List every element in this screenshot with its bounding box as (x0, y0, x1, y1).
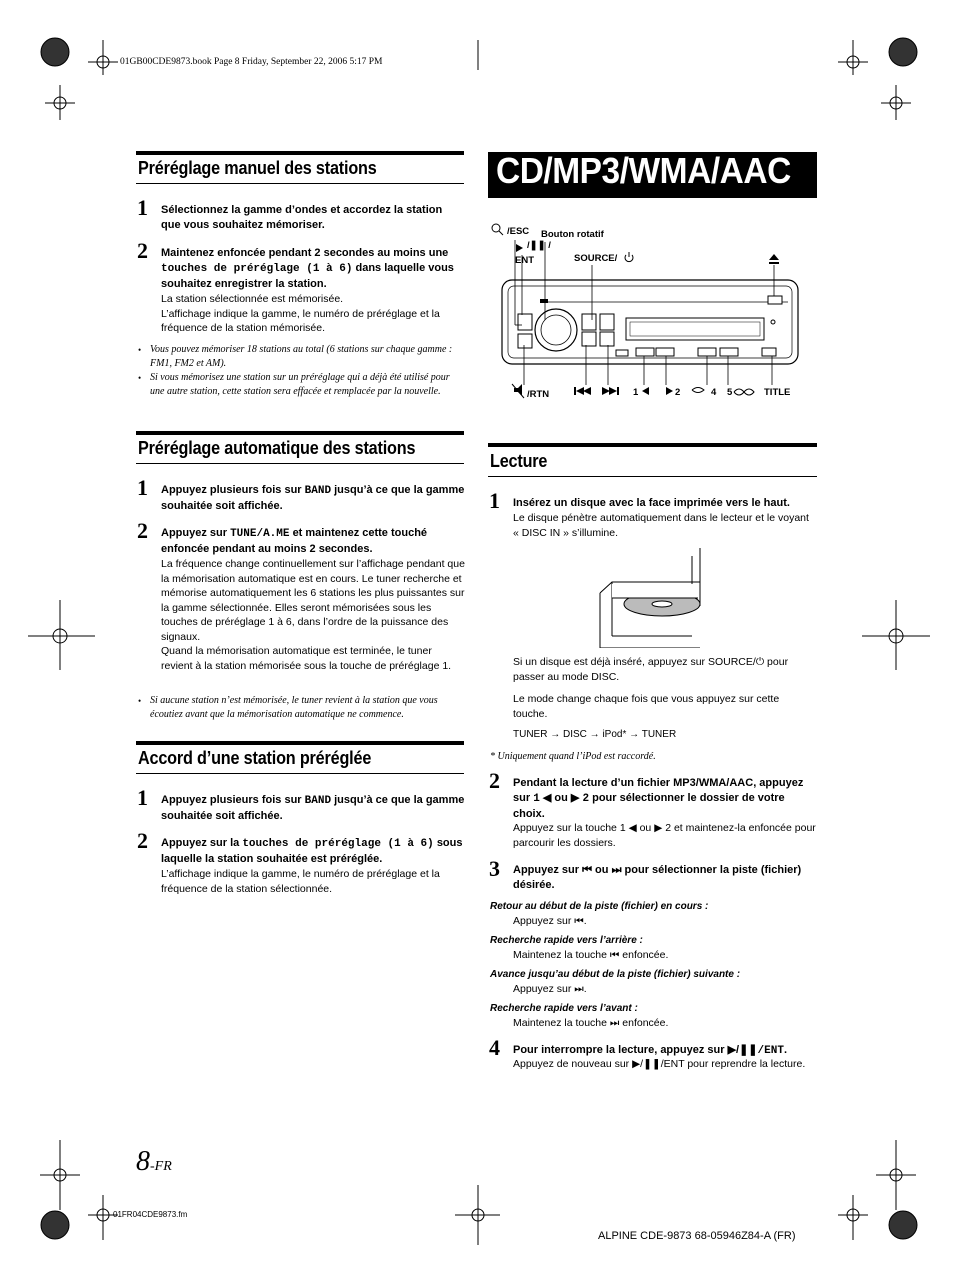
subheading: Recherche rapide vers l’avant : (490, 1003, 638, 1014)
next-track-icon: ⏭ (609, 1017, 620, 1029)
section-underline (136, 463, 464, 464)
play-icon (516, 244, 523, 252)
step-body-part: 2 et maintenez-la enfoncée pour parcourir les dossiers. (513, 822, 816, 849)
subheading: Avance jusqu’au début de la piste (fichier) suivante : (490, 969, 741, 980)
section-rule (488, 443, 817, 447)
step-body (513, 821, 818, 850)
label-key-2: 2 (675, 387, 681, 398)
sub-body (513, 948, 668, 963)
paragraph-part: Si un disque est déjà inséré, appuyez sur (513, 656, 706, 668)
paragraph: Le mode change chaque fois que vous appuyez sur cette touche. (513, 693, 780, 720)
step-number: 3 (489, 856, 500, 881)
section-underline (136, 183, 464, 184)
paragraph-part: pour passer au mode DISC. (513, 656, 789, 683)
step-text (513, 863, 818, 893)
preset-keys-label: touches de préréglage (1 à 6) (161, 263, 353, 275)
label-rotary: Bouton rotatif (541, 229, 604, 240)
step-number: 4 (489, 1035, 500, 1060)
search-icon (492, 224, 500, 232)
section-rule (136, 151, 464, 155)
step-text-part: Maintenez enfoncée pendant 2 secondes au moins une (161, 247, 449, 259)
random-icon (734, 389, 754, 395)
chapter-banner-title: CD/MP3/WMA/AAC (496, 150, 791, 191)
step-text-part: Appuyez sur (513, 864, 580, 876)
step-number: 2 (137, 238, 148, 263)
step-text (161, 526, 466, 557)
step-text-part: Pendant la lecture d’un fichier MP3/WMA/AAC, appuyez sur (513, 777, 804, 804)
step-text-part: pour sélectionner la piste (fichier) désirée. (513, 864, 802, 891)
step-text-part: Appuyez sur (161, 527, 228, 539)
label-title: TITLE (764, 387, 791, 398)
label-rtn: /RTN (527, 389, 550, 400)
tune-key-label: TUNE/A.ME (230, 528, 290, 540)
sub-body (513, 1016, 668, 1031)
step-text-part: ou (554, 792, 568, 804)
sub-body-part: enfoncée. (622, 949, 669, 961)
right-arrow-icon (666, 387, 673, 395)
note-text: Si vous mémorisez une station sur un préréglage qui a déjà été utilisé pour une autre station, cette station sera effacée et remplacée par la nouvelle. (150, 372, 450, 397)
step-text (161, 483, 466, 514)
label-ent: ENT (515, 255, 534, 266)
label-key-4: 4 (711, 387, 717, 398)
step-body-part: Appuyez de nouveau sur (513, 1058, 630, 1070)
step-number: 1 (137, 785, 148, 810)
label-play-pause (527, 240, 551, 251)
section-rule (136, 431, 464, 435)
file-info-line: 01FR04CDE9873.fm (113, 1210, 188, 1219)
sub-body: Appuyez sur ⏭. (513, 983, 587, 995)
subheading: Retour au début de la piste (fichier) en cours : (490, 901, 709, 912)
subheading: Recherche rapide vers l’arrière : (490, 935, 643, 946)
play-pause-icon: ▶/❚❚ (632, 1058, 661, 1070)
step-text-part: jusqu’à ce que la gamme souhaitée soit affichée. (161, 794, 465, 822)
prev-track-icon: ⏮ (609, 949, 620, 961)
step-text (161, 836, 466, 867)
sub-body-part: Maintenez la touche (513, 1017, 607, 1029)
step-text: Pour interrompre la lecture, appuyez sur ▶/❚❚/ENT. (513, 1044, 787, 1057)
step-text-part: Pour interrompre la lecture, appuyez sur (513, 1044, 725, 1056)
label-source: SOURCE/ (574, 253, 618, 264)
footnote: * Uniquement quand l’iPod est raccordé. (490, 751, 656, 762)
left-arrow-icon: ◀ (628, 822, 637, 834)
step-number: 2 (137, 518, 148, 543)
key-2-label: 2 (582, 793, 590, 805)
bullet: • (138, 696, 142, 706)
sub-body-part: enfoncée. (622, 1017, 669, 1029)
step-body: Le disque pénètre automatiquement dans le lecteur et le voyant « DISC IN » s’illumine. (513, 512, 809, 539)
display-window (626, 318, 764, 340)
left-arrow-icon: ◀ (542, 792, 552, 804)
sub-body-part: Appuyez sur (513, 915, 572, 927)
section-underline (488, 476, 817, 477)
page-number-suffix: -FR (150, 1159, 172, 1174)
prev-track-icon: ⏮ (582, 864, 592, 876)
paragraph (513, 655, 813, 684)
step-body: La station sélectionnée est mémorisée. L’affichage indique la gamme, le numéro de préréglage et la fréquence de la station mémorisée. (161, 293, 440, 334)
step-text: Insérez un disque avec la face imprimée vers le haut. (513, 497, 790, 509)
section-title-auto-preset: Préréglage automatique des stations (138, 438, 416, 458)
bullet: • (138, 373, 142, 383)
power-icon: ⏻ (755, 656, 765, 668)
prev-track-icon (574, 387, 591, 395)
page-number (136, 1146, 172, 1178)
preset-keys-label: touches de préréglage (1 à 6) (242, 838, 434, 850)
step-text-part: Appuyez sur la (161, 837, 240, 849)
step-text-part: ou (595, 864, 609, 876)
play-pause-icon: ▶/❚❚ (727, 1044, 758, 1056)
step-text (513, 776, 818, 822)
step-text-part: pour sélectionner le dossier de votre choix. (513, 792, 785, 820)
step-number: 1 (137, 475, 148, 500)
label-key-5: 5 (727, 387, 733, 398)
step-body: La fréquence change continuellement sur l’affichage pendant que la mémorisation automatique est en cours. Le tuner recherche et mémorise automatiquement les 6 stations les plus puissantes sur la gamme sélectionnée. Elles seront mémorisées sous les touches de préréglage 1 à 6, dans l’ordre de la puissance des signaux. Quand la mémorisation automatique est terminée, le tuner revient à la station mémorisée sous la touche de préréglage 1. (161, 558, 465, 672)
label-esc: /ESC (507, 226, 530, 237)
step-body-part: /ENT pour reprendre la lecture. (660, 1058, 806, 1070)
step-number: 2 (137, 828, 148, 853)
pause-glyph: /❚❚ (527, 240, 546, 251)
sub-body-part: Maintenez la touche (513, 949, 607, 961)
eject-icon (769, 254, 779, 260)
step-body (513, 1057, 813, 1072)
next-track-icon: ⏭ (611, 864, 622, 876)
step-body-part: ou (639, 822, 652, 834)
step-number: 1 (137, 195, 148, 220)
band-key-label: BAND (304, 795, 332, 807)
step-text: Sélectionnez la gamme d’ondes et accordez la station que vous souhaitez mémoriser. (161, 204, 443, 231)
section-title-manual-preset: Préréglage manuel des stations (138, 158, 377, 178)
prev-track-icon: ⏮ (574, 915, 584, 927)
right-arrow-icon: ▶ (654, 822, 663, 834)
step-text-part: jusqu’à ce que la gamme souhaitée soit affichée. (161, 484, 465, 512)
step-text-part: Appuyez plusieurs fois sur (161, 794, 302, 806)
section-title-lecture: Lecture (490, 451, 548, 471)
note-text: Si aucune station n’est mémorisée, le tuner revient à la station que vous écoutiez avant que la mémorisation automatique ne commence. (150, 695, 438, 720)
book-info-line: 01GB00CDE9873.book Page 8 Friday, September 22, 2006 5:17 PM (120, 57, 383, 67)
model-footer: ALPINE CDE-9873 68-05946Z84-A (FR) (598, 1230, 796, 1242)
play-slash-label: / (548, 240, 551, 251)
page-number-digit: 8 (136, 1146, 150, 1177)
bullet: • (138, 345, 142, 355)
note-text: Vous pouvez mémoriser 18 stations au total (6 stations sur chaque gamme : FM1, FM2 et AM). (150, 344, 453, 369)
step-number: 1 (489, 488, 500, 513)
step-number: 2 (489, 768, 500, 793)
step-text-part: dans laquelle vous souhaitez enregistrer la station. (161, 262, 454, 290)
repeat-icon (692, 388, 704, 393)
left-arrow-icon (642, 387, 649, 395)
step-text-part: et maintenez cette touché enfoncée pendant au moins 2 secondes. (161, 527, 428, 555)
disc-insert-illustration (590, 548, 720, 648)
next-track-icon (602, 387, 619, 395)
key-1-label: 1 (533, 793, 540, 805)
ent-key-label: /ENT (757, 1045, 784, 1057)
step-text (161, 246, 466, 292)
source-key-label: SOURCE/ (707, 656, 756, 668)
sub-body: Appuyez sur ⏮. (513, 915, 587, 927)
mute-icon (512, 384, 524, 398)
section-underline (136, 773, 464, 774)
step-body: L’affichage indique la gamme, le numéro de préréglage et la fréquence de la station sélectionnée. (161, 868, 440, 895)
step-text-part: sous laquelle la station souhaitée est préréglée. (161, 837, 463, 865)
section-title-preset-tuning: Accord d’une station préréglée (138, 748, 372, 768)
next-track-icon: ⏭ (574, 983, 584, 995)
step-body-part: Appuyez sur la touche 1 (513, 822, 626, 834)
sub-body-part: Appuyez sur (513, 983, 572, 995)
mode-flow: TUNER → DISC → iPod* → TUNER (513, 729, 677, 740)
step-text (161, 793, 466, 824)
right-arrow-icon: ▶ (570, 792, 580, 804)
label-key-1: 1 (633, 387, 639, 398)
step-text-part: Appuyez plusieurs fois sur (161, 484, 302, 496)
section-rule (136, 741, 464, 745)
band-key-label: BAND (304, 485, 332, 497)
